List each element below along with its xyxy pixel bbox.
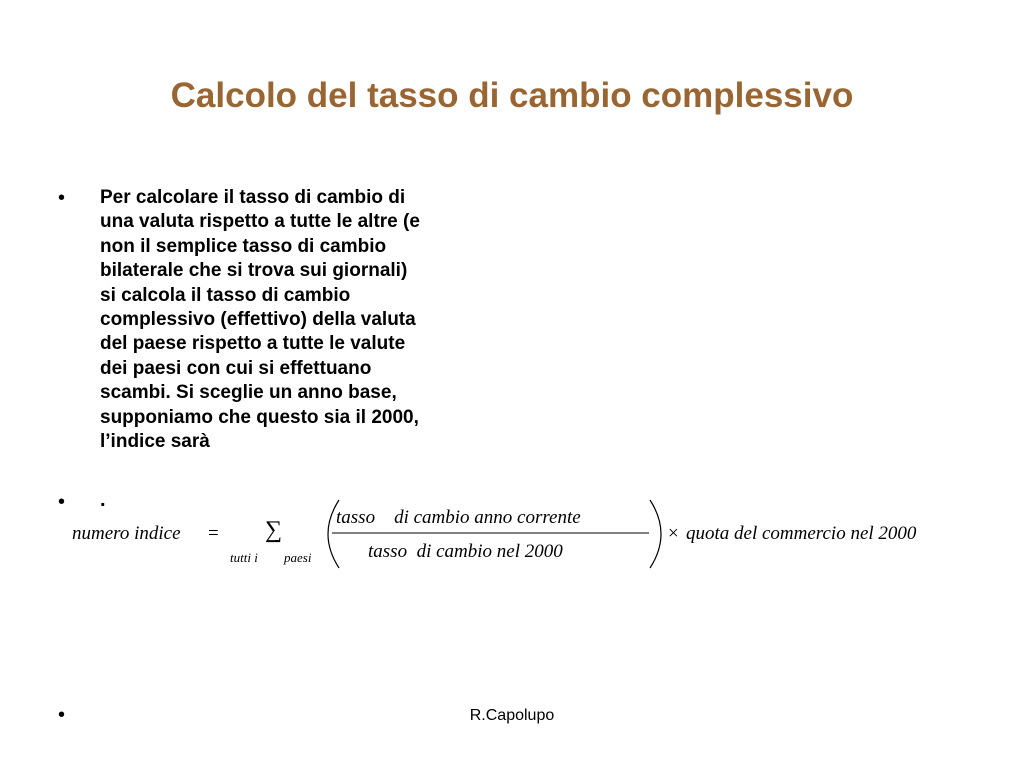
sum-subscript-right: paesi <box>284 550 312 565</box>
index-formula <box>60 492 1000 574</box>
sum-symbol: ∑ <box>265 517 283 543</box>
right-parenthesis <box>650 500 661 568</box>
fraction-numerator: tasso di cambio anno corrente <box>336 507 581 528</box>
footer-author: R.Capolupo <box>469 707 555 724</box>
paragraph-line: dei paesi con cui si effettuano <box>100 357 372 379</box>
paragraph-line: bilaterale che si trova sui giornali) <box>100 260 408 282</box>
paragraph-line: scambi. Si sceglie un anno base, <box>100 382 397 404</box>
paragraph-line: l’indice sarà <box>100 431 210 453</box>
sum-subscript-left: tutti i <box>230 550 258 565</box>
paragraph-line: non il semplice tasso di cambio <box>100 235 387 257</box>
fraction-denominator: tasso di cambio nel 2000 <box>368 541 563 562</box>
formula-times: × <box>668 523 679 544</box>
formula-equals: = <box>208 523 219 544</box>
paragraph-line: supponiamo che questo sia il 2000, <box>100 406 419 428</box>
formula-svg <box>60 492 1000 574</box>
formula-lhs: numero indice <box>72 523 181 544</box>
slide-title: Calcolo del tasso di cambio complessivo <box>170 76 854 115</box>
bullet-text: . <box>100 489 106 511</box>
paragraph-line: Per calcolare il tasso di cambio di <box>100 187 406 208</box>
bullet-paragraph <box>100 186 520 454</box>
formula-rhs: quota del commercio nel 2000 <box>686 523 917 544</box>
bullet-marker: • <box>58 187 66 209</box>
paragraph-line: del paese rispetto a tutte le valute <box>100 333 406 355</box>
paragraph-line: si calcola il tasso di cambio <box>100 284 351 306</box>
bullet-marker: • <box>58 491 66 513</box>
paragraph-line: complessivo (effettivo) della valuta <box>100 309 416 331</box>
bullet-marker: • <box>58 704 66 726</box>
paragraph-line: una valuta rispetto a tutte le altre (e <box>100 211 420 233</box>
